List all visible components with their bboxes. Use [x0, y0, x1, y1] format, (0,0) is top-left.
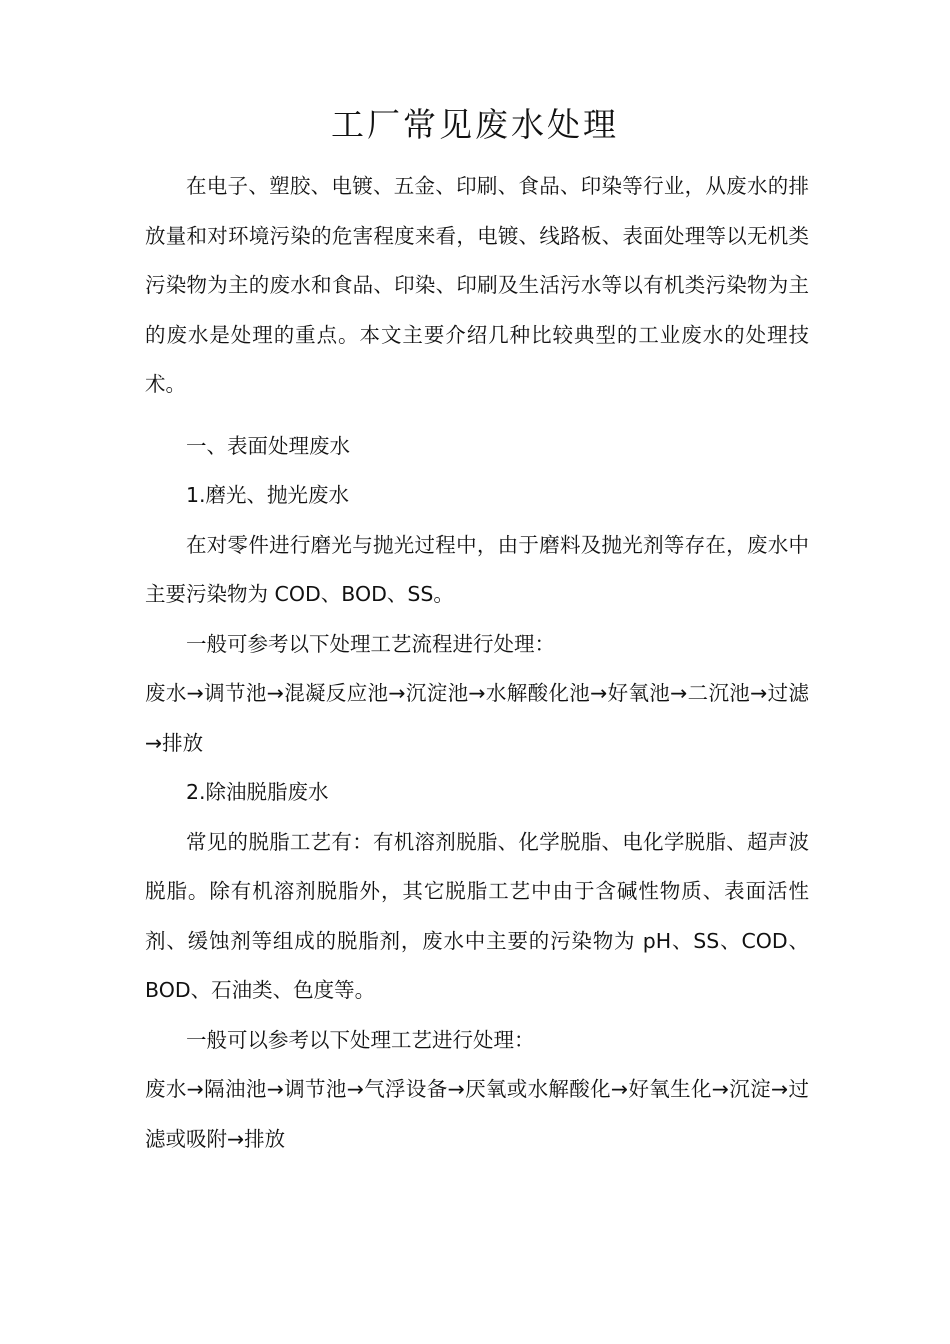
subsection-heading-polishing: 1.磨光、抛光废水 [186, 483, 350, 507]
degreasing-process-intro: 一般可以参考以下处理工艺进行处理： [186, 1027, 535, 1052]
degreasing-process-flow: 废水→隔油池→调节池→气浮设备→厌氧或水解酸化→好氧生化→沉淀→过滤或吸附→排放 [145, 1077, 809, 1151]
subsection-heading-degreasing: 2.除油脱脂废水 [186, 780, 329, 804]
intro-paragraph: 在电子、塑胶、电镀、五金、印刷、食品、印染等行业，从废水的排放量和对环境污染的危害程度来看，电镀、线路板、表面处理等以无机类污染物为主的废水和食品、印染、印刷及生活污水等以有机类污染物为主的废水是处理的重点。本文主要介绍几种比较典型的工业废水的处理技术。 [145, 174, 809, 396]
degreasing-paragraph: 常见的脱脂工艺有：有机溶剂脱脂、化学脱脂、电化学脱脂、超声波脱脂。除有机溶剂脱脂外，其它脱脂工艺中由于含碱性物质、表面活性剂、缓蚀剂等组成的脱脂剂，废水中主要的污染物为 pH、SS、COD、BOD、石油类、色度等。 [145, 829, 809, 1002]
polishing-paragraph: 在对零件进行磨光与抛光过程中，由于磨料及抛光剂等存在，废水中主要污染物为 COD、BOD、SS。 [145, 532, 809, 606]
polishing-process-intro: 一般可参考以下处理工艺流程进行处理： [186, 631, 555, 656]
paragraph-gap [145, 410, 809, 422]
document-body [145, 162, 809, 1164]
document-title: 工厂常见废水处理 [331, 105, 619, 144]
section-heading-surface-treatment: 一、表面处理废水 [186, 433, 350, 458]
polishing-process-flow: 废水→调节池→混凝反应池→沉淀池→水解酸化池→好氧池→二沉池→过滤→排放 [145, 681, 809, 755]
